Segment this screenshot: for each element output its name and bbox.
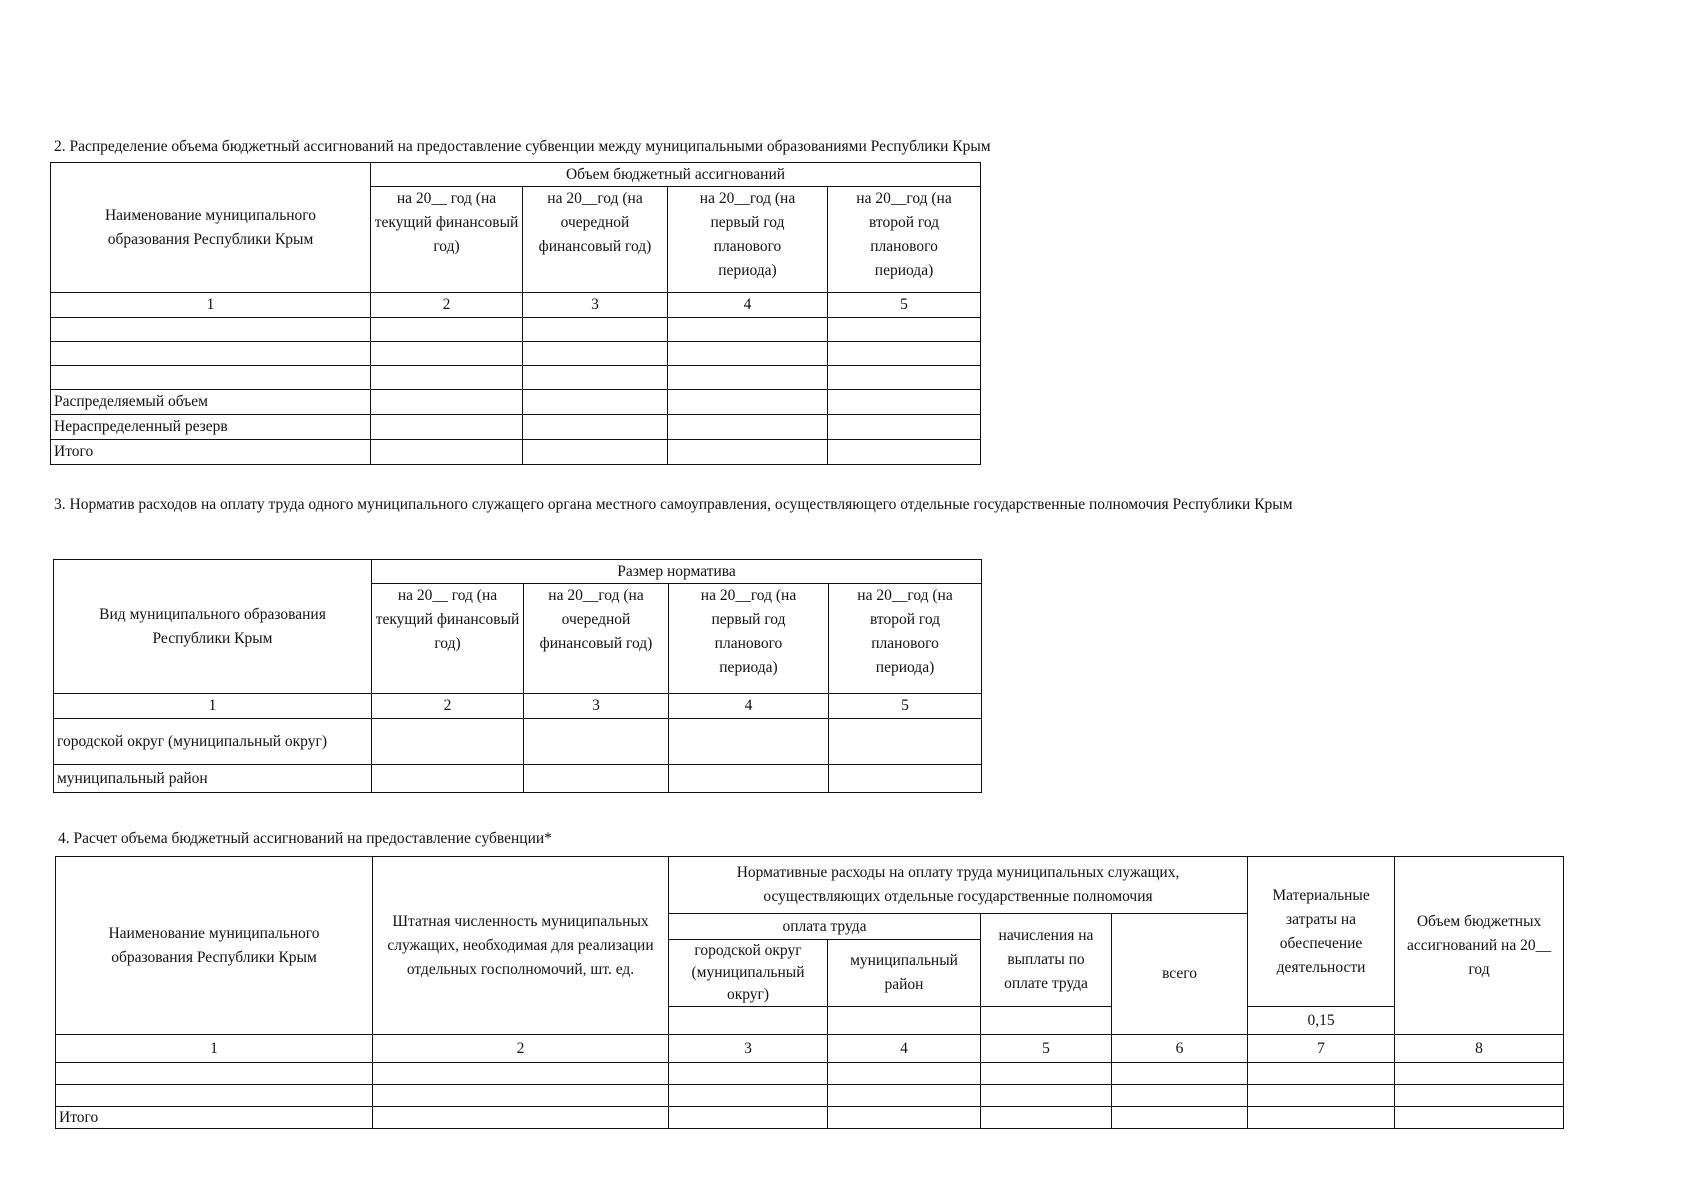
s3-num-3: 3	[524, 694, 669, 719]
s2-cell[interactable]	[371, 415, 523, 440]
s4-num-1: 1	[56, 1035, 373, 1063]
s4-cell[interactable]	[1395, 1085, 1564, 1107]
s2-cell[interactable]	[371, 318, 523, 342]
s4-cell[interactable]	[1112, 1085, 1248, 1107]
s4-col3-header: городской округ (муниципальный округ)	[669, 940, 828, 1007]
s3-cell[interactable]	[372, 765, 524, 793]
s2-cell[interactable]	[51, 318, 371, 342]
s2-cell[interactable]	[51, 366, 371, 390]
s4-cell[interactable]	[373, 1107, 669, 1129]
s4-cell[interactable]	[828, 1107, 981, 1129]
s2-row-total	[51, 440, 981, 465]
section4-table	[55, 856, 1564, 1129]
s3-row-label: городской округ (муниципальный округ)	[54, 719, 372, 765]
s4-empty-row	[56, 1085, 1564, 1107]
s2-cell[interactable]	[523, 390, 668, 415]
s2-num-3: 3	[523, 293, 668, 318]
s3-row-label: муниципальный район	[54, 765, 372, 793]
s4-cell[interactable]	[373, 1085, 669, 1107]
s4-cell[interactable]	[56, 1063, 373, 1085]
s3-cell[interactable]	[669, 719, 829, 765]
s3-col1-header: Вид муниципального образования Республики Крым	[54, 560, 372, 694]
s2-row-reserve	[51, 415, 981, 440]
s2-row-distributed	[51, 390, 981, 415]
s2-cell[interactable]	[523, 318, 668, 342]
s2-row-label: Нераспределенный резерв	[51, 415, 371, 440]
s2-empty-row	[51, 366, 981, 390]
s4-col8-header: Объем бюджетных ассигнований на 20__ год	[1395, 857, 1564, 1035]
s4-cell[interactable]	[669, 1085, 828, 1107]
s4-num-8: 8	[1395, 1035, 1564, 1063]
s3-cell[interactable]	[829, 719, 982, 765]
s2-cell[interactable]	[668, 318, 828, 342]
s4-col2-header: Штатная численность муниципальных служащих, необходимая для реализации отдельных госполномочий, шт. ед.	[373, 857, 669, 1035]
s4-cell[interactable]	[669, 1007, 828, 1035]
section2-title: 2. Распределение объема бюджетный ассигнований на предоставление субвенции между муниципальными образованиями Республики Крым	[54, 138, 991, 155]
s2-cell[interactable]	[668, 342, 828, 366]
s4-col7-value: 0,15	[1248, 1007, 1395, 1035]
s4-cell[interactable]	[669, 1063, 828, 1085]
s4-cell[interactable]	[981, 1085, 1112, 1107]
s3-num-2: 2	[372, 694, 524, 719]
s2-cell[interactable]	[371, 342, 523, 366]
s2-cell[interactable]	[828, 390, 981, 415]
s2-col5-header: на 20__год (на второй год планового периода)	[828, 187, 981, 293]
s2-cell[interactable]	[668, 415, 828, 440]
s2-empty-row	[51, 318, 981, 342]
s3-col3-header: на 20__год (на очередной финансовый год)	[524, 584, 669, 694]
s4-cell[interactable]	[828, 1085, 981, 1107]
s3-col2-header: на 20__ год (на текущий финансовый год)	[372, 584, 524, 694]
s4-num-4: 4	[828, 1035, 981, 1063]
s2-group-header: Объем бюджетный ассигнований	[371, 163, 981, 187]
section4-title: 4. Расчет объема бюджетный ассигнований на предоставление субвенции*	[58, 830, 552, 847]
s4-num-7: 7	[1248, 1035, 1395, 1063]
s3-cell[interactable]	[524, 765, 669, 793]
s2-col1-header: Наименование муниципального образования Республики Крым	[51, 163, 371, 293]
s4-num-2: 2	[373, 1035, 669, 1063]
s4-cell[interactable]	[981, 1107, 1112, 1129]
s3-cell[interactable]	[669, 765, 829, 793]
s2-cell[interactable]	[371, 366, 523, 390]
s4-col4-header: муниципальный район	[828, 940, 981, 1007]
s3-num-1: 1	[54, 694, 372, 719]
s2-cell[interactable]	[523, 440, 668, 465]
s2-col2-header: на 20__ год (на текущий финансовый год)	[371, 187, 523, 293]
s4-cell[interactable]	[1248, 1063, 1395, 1085]
s2-number-row	[51, 293, 981, 318]
s4-num-6: 6	[1112, 1035, 1248, 1063]
s4-col5-header: начисления на выплаты по оплате труда	[981, 914, 1112, 1007]
s3-cell[interactable]	[829, 765, 982, 793]
s4-num-3: 3	[669, 1035, 828, 1063]
s2-cell[interactable]	[828, 415, 981, 440]
s2-row-label: Распределяемый объем	[51, 390, 371, 415]
s4-subgroup-header: оплата труда	[669, 914, 981, 940]
s4-cell[interactable]	[828, 1063, 981, 1085]
s4-group-header: Нормативные расходы на оплату труда муниципальных служащих, осуществляющих отдельные государственные полномочия	[669, 857, 1248, 914]
s2-row-label: Итого	[51, 440, 371, 465]
s2-col3-header: на 20__год (на очередной финансовый год)	[523, 187, 668, 293]
s3-num-4: 4	[669, 694, 829, 719]
s2-cell[interactable]	[523, 366, 668, 390]
s2-cell[interactable]	[668, 366, 828, 390]
s2-cell[interactable]	[523, 342, 668, 366]
s3-group-header: Размер норматива	[372, 560, 982, 584]
s4-col1-header: Наименование муниципального образования Республики Крым	[56, 857, 373, 1035]
s4-cell[interactable]	[981, 1007, 1112, 1035]
s2-cell[interactable]	[828, 440, 981, 465]
section3-title: 3. Норматив расходов на оплату труда одного муниципального служащего органа местного самоуправления, осуществляющего отдельные государственные полномочия Республики Крым	[54, 496, 1293, 513]
s3-row-city	[54, 719, 982, 765]
s4-cell[interactable]	[1395, 1063, 1564, 1085]
s4-cell[interactable]	[56, 1085, 373, 1107]
s4-number-row	[56, 1035, 1564, 1063]
s2-cell[interactable]	[668, 390, 828, 415]
s4-cell[interactable]	[828, 1007, 981, 1035]
s2-num-4: 4	[668, 293, 828, 318]
s3-col4-header: на 20__год (на первый год планового периода)	[669, 584, 829, 694]
s2-num-5: 5	[828, 293, 981, 318]
s4-col6-header: всего	[1112, 914, 1248, 1035]
s2-cell[interactable]	[828, 366, 981, 390]
s4-cell[interactable]	[981, 1063, 1112, 1085]
s4-cell[interactable]	[1248, 1085, 1395, 1107]
s4-num-5: 5	[981, 1035, 1112, 1063]
s2-cell[interactable]	[668, 440, 828, 465]
s4-cell[interactable]	[1112, 1063, 1248, 1085]
section2-table	[50, 162, 981, 465]
s3-number-row	[54, 694, 982, 719]
s4-row-label: Итого	[56, 1107, 373, 1129]
s4-cell[interactable]	[1112, 1107, 1248, 1129]
s4-col7-header: Материальные затраты на обеспечение деятельности	[1248, 857, 1395, 1007]
s2-col4-header: на 20__год (на первый год планового периода)	[668, 187, 828, 293]
s2-cell[interactable]	[828, 342, 981, 366]
s2-cell[interactable]	[51, 342, 371, 366]
s4-cell[interactable]	[1248, 1107, 1395, 1129]
s3-col5-header: на 20__год (на второй год планового периода)	[829, 584, 982, 694]
s3-num-5: 5	[829, 694, 982, 719]
s3-cell[interactable]	[372, 719, 524, 765]
s4-cell[interactable]	[1395, 1107, 1564, 1129]
s2-cell[interactable]	[371, 390, 523, 415]
s2-empty-row	[51, 342, 981, 366]
s3-cell[interactable]	[524, 719, 669, 765]
s2-num-1: 1	[51, 293, 371, 318]
s4-cell[interactable]	[373, 1063, 669, 1085]
s2-cell[interactable]	[828, 318, 981, 342]
s2-cell[interactable]	[371, 440, 523, 465]
s3-row-district	[54, 765, 982, 793]
s4-cell[interactable]	[669, 1107, 828, 1129]
s4-empty-row	[56, 1063, 1564, 1085]
s2-cell[interactable]	[523, 415, 668, 440]
section3-table	[53, 559, 982, 793]
s2-num-2: 2	[371, 293, 523, 318]
s4-row-total	[56, 1107, 1564, 1129]
